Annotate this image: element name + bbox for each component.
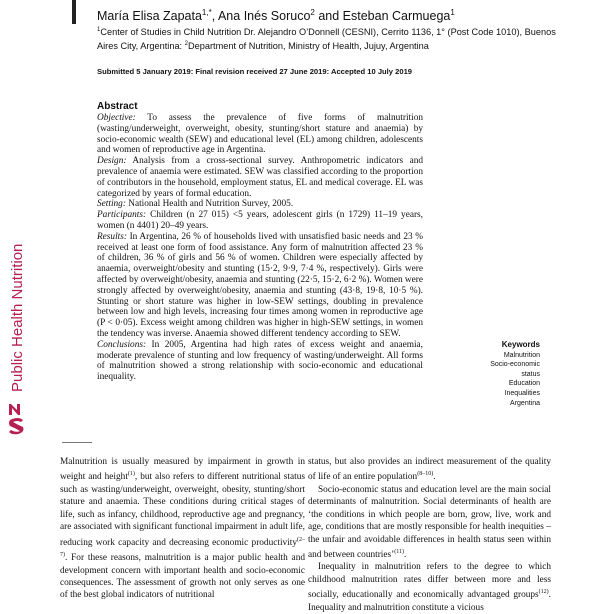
abstract-conclusions: [97, 340, 423, 383]
body-text: status, but also provides an indirect measurement of the quality of life of an entire population: [308, 457, 551, 483]
affil-2-mark: 2: [184, 40, 189, 47]
citation: (11): [394, 548, 404, 555]
abstract-setting: [97, 199, 423, 210]
body-text: , but also refers to different nutritional status such as wasting/underweight, overweight, obesity, stunting/short stature and anaemia. These conditions during critical stages of life, such as infancy, childhood, reproductive age and pregnancy, are associated with significant functional impairment in adult life, reducing work capacity and decreasing economic productivity: [60, 472, 306, 548]
body-text: .: [433, 472, 436, 483]
body-text: Malnutrition is usually measured by impairment in growth in weight and height: [60, 457, 305, 483]
author-1: María Elisa Zapata: [97, 9, 202, 24]
participants-label: Participants:: [97, 210, 147, 221]
citation: (12): [538, 589, 549, 596]
objective-text: To assess the prevalence of five forms of malnutrition (wasting/underweight, overweight, obesity, stunting/short stature and anaemia) by socio-economic wealth (SEW) and educational level (EL) among children, adolescents and women of reproductive age in Argentina.: [97, 113, 423, 156]
journal-logo: [7, 398, 29, 438]
citation: (8–10): [417, 471, 434, 478]
design-label: Design:: [97, 156, 127, 167]
submission-dates: Submitted 5 January 2019: Final revision received 27 June 2019: Accepted 10 July 2019: [97, 67, 413, 76]
author-1-affil: 1,: [201, 8, 209, 17]
citation: (2–7): [60, 536, 305, 559]
body-text: .: [404, 550, 407, 561]
keyword: Argentina: [510, 399, 540, 407]
body-column-right: [308, 456, 551, 614]
affil-2-text: Department of Nutrition, Ministry of Health, Jujuy, Argentina: [188, 40, 429, 51]
conclusions-text: In 2005, Argentina had high rates of excess weight and anaemia, moderate prevalence of stunting and low frequency of wasting/underweight. All forms of malnutrition showed a strong relationship with socio-economic and educational inequality.: [97, 339, 423, 383]
author-2-affil: 2: [310, 8, 315, 17]
keyword: Education: [508, 380, 540, 388]
logo-shape-s: [9, 418, 23, 434]
results-text: In Argentina, 26 % of households lived with unsatisfied basic needs and 23 % received at least one form of food assistance. Any form of malnutrition affected 23 % of children, 36 % of girls and 56 % of women. Children were especially affected by anaemia, overweight/obesity and stunting (15·2, 9·9, 7·4 %, respectively). Girls were affected by overweight/obesity, anaemia and stunting (22·5, 15·2, 6·2 %). Women were strongly affected by overweight/obesity, anaemia and stunting (43·8, 19·8, 10·5 %). Stunting or short stature was higher in low-SEW settings, doubling in prevalence between low and high levels, increasing four times among women in reproductive age (P < 0·05). Excess weight among children was higher in high-SEW settings, in women the tendency was inverse. Anaemia showed different tendency according to SEW.: [97, 231, 423, 339]
keyword: Malnutrition: [503, 351, 540, 359]
body-text: . Inequality and malnutrition constitute a vicious: [308, 590, 551, 613]
keyword: Inequalities: [504, 389, 540, 397]
keywords-box: [470, 340, 540, 408]
abstract-objective: [97, 113, 423, 156]
abstract-results: [97, 232, 423, 340]
design-text: Analysis from a cross-sectional survey. Anthropometric indicators and prevalence of anaemia were estimated. SEW was classified according to the proportion of contributors in the household, employment status, EL and medical coverage. EL was categorized by years of formal education.: [97, 156, 423, 199]
affil-1-text: Center of Studies in Child Nutrition Dr. Alejandro O’Donnell (CESNI), Cerrito 1136, 1° (Post Code 1010), Buenos Aires City, Argentina:: [97, 27, 556, 51]
body-paragraph: [308, 456, 551, 484]
header-rule: [72, 0, 76, 24]
journal-name: Public Health Nutrition: [9, 243, 26, 392]
body-paragraph: [308, 484, 551, 562]
body-text: Inequality in malnutrition refers to the degree to which childhood malnutrition rates differ between more and less socially, educationally and economically advantaged groups: [308, 562, 551, 601]
conclusions-label: Conclusions:: [97, 339, 147, 350]
author-3-affil: 1: [450, 8, 455, 17]
citation: (1): [127, 471, 135, 478]
setting-text: National Health and Nutrition Survey, 2005.: [125, 199, 294, 210]
section-divider: [62, 442, 92, 443]
results-label: Results:: [97, 231, 127, 242]
abstract-participants: [97, 210, 423, 232]
participants-text: Children (n 27 015) <5 years, adolescent girls (n 1729) 11–19 years, women (n 4401) 20–49 years.: [97, 210, 423, 231]
author-3: and Esteban Carmuega: [314, 9, 451, 24]
author-2: , Ana Inés Soruco: [211, 9, 311, 24]
abstract-heading: Abstract: [97, 101, 138, 112]
setting-label: Setting:: [97, 199, 126, 210]
corresponding-mark: *: [208, 8, 212, 17]
keywords-heading: Keywords: [501, 340, 540, 349]
body-text: Socio-economic status and education level are the main social determinants of malnutrition. Social determinants of health are ‘the conditions in which people are born, grow, live, work and age, conditions that are mostly responsible for health inequities – the unfair and avoidable differences in health status seen within and between countries’: [308, 484, 551, 561]
body-paragraph: [308, 561, 551, 614]
keyword: Socio-economic status: [490, 361, 540, 378]
affiliations: [97, 25, 567, 52]
objective-label: Objective:: [97, 113, 136, 123]
body-text: . For these reasons, malnutrition is a major public health and development concern with important health and socio-economic consequences. The assessment of growth not only serves as one of the best global indicators of nutritional: [60, 553, 305, 601]
abstract-body: [97, 113, 423, 383]
author-list: [97, 8, 455, 23]
abstract-design: [97, 156, 423, 199]
affil-1-mark: 1: [97, 27, 101, 33]
logo-shape-n: [9, 404, 20, 415]
